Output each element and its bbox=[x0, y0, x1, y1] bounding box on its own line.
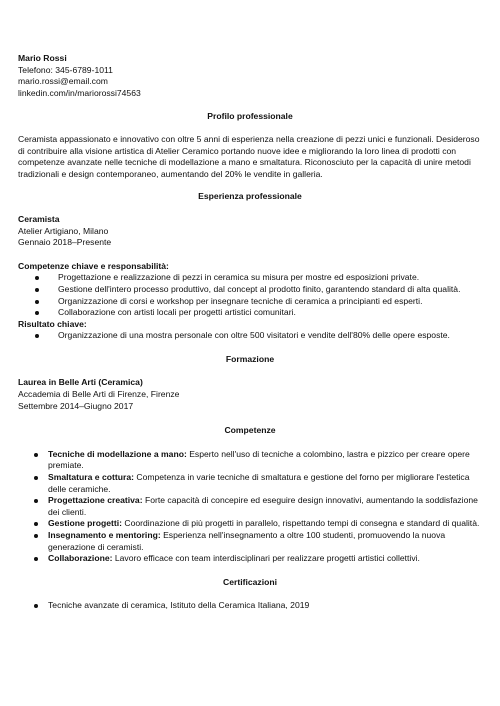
job-role: Ceramista bbox=[18, 213, 60, 224]
skills-list bbox=[18, 272, 482, 318]
phone-number: Telefono: 345-6789-1011 bbox=[18, 64, 113, 75]
list-item: Gestione dell'intero processo produttivo, dal concept al prodotto finito, garantendo standard di alta qualità. bbox=[18, 284, 482, 296]
list-item: Organizzazione di una mostra personale con oltre 500 visitatori e vendite dell'80% delle opere esposte. bbox=[18, 330, 482, 342]
competency-label: Insegnamento e mentoring: bbox=[48, 530, 161, 540]
competency-label: Collaborazione: bbox=[48, 553, 113, 564]
competency-label: Tecniche di modellazione a mano: bbox=[48, 448, 187, 459]
profile-title: Profilo professionale bbox=[207, 111, 293, 122]
list-item: Collaborazione con artisti locali per progetti artistici comunitari. bbox=[18, 307, 482, 319]
results-list bbox=[18, 330, 482, 342]
certifications-title: Certificazioni bbox=[223, 576, 277, 587]
competency-label: Gestione progetti: bbox=[48, 518, 123, 529]
job-dates: Gennaio 2018–Presente bbox=[18, 237, 112, 248]
experience-title: Esperienza professionale bbox=[198, 191, 302, 202]
competency-text: Lavoro efficace con team interdisciplinari per realizzare progetti artistici collettivi. bbox=[112, 553, 420, 564]
competency-text: Coordinazione di più progetti in parallelo, rispettando tempi di consegna e standard di qualità. bbox=[122, 518, 480, 529]
results-heading: Risultato chiave: bbox=[18, 318, 87, 329]
job-company: Atelier Artigiano, Milano bbox=[18, 225, 109, 236]
competency-text: Forte capacità di concepire ed eseguire design innovativi, aumentando la soddisfazione dei clienti. bbox=[48, 495, 478, 517]
competency-label: Progettazione creativa: bbox=[48, 495, 143, 506]
competency-item bbox=[18, 449, 482, 472]
competency-text: Competenza in varie tecniche di smaltatura e gestione del forno per migliorare l'estetica delle ceramiche. bbox=[48, 472, 470, 494]
degree: Laurea in Belle Arti (Ceramica) bbox=[18, 377, 143, 388]
competencies-title: Competenze bbox=[224, 425, 276, 436]
list-item: Organizzazione di corsi e workshop per insegnare tecniche di ceramica a principianti ed esperti. bbox=[18, 296, 482, 308]
list-item: Tecniche avanzate di ceramica, Istituto della Ceramica Italiana, 2019 bbox=[18, 600, 482, 612]
skills-heading: Competenze chiave e responsabilità: bbox=[18, 260, 169, 271]
education-dates: Settembre 2014–Giugno 2017 bbox=[18, 400, 134, 411]
contact-block bbox=[18, 53, 482, 99]
candidate-name: Mario Rossi bbox=[18, 53, 67, 63]
competency-item bbox=[18, 495, 482, 518]
competency-text: Esperto nell'uso di tecniche a colombino, lastra e pizzico per creare opere premiate. bbox=[48, 448, 470, 471]
education-title: Formazione bbox=[225, 353, 275, 364]
competency-item bbox=[18, 518, 482, 530]
linkedin-url: linkedin.com/in/mariorossi74563 bbox=[18, 87, 141, 98]
email-address: mario.rossi@email.com bbox=[18, 76, 108, 87]
competency-item bbox=[18, 530, 482, 553]
competencies-list bbox=[18, 449, 482, 565]
competency-item bbox=[18, 553, 482, 565]
competency-label: Smaltatura e cottura: bbox=[48, 472, 134, 483]
profile-text: Ceramista appassionato e innovativo con oltre 5 anni di esperienza nella creazione di pezzi unici e funzionali. Desideroso di contribuire alla visione artistica di Atelier Ceramico portando nuove idee e migliorando la loro linea di prodotti con competenze avanzate nelle tecniche di modellazione a mano e smaltatura. Riconosciuto per la capacità di unire metodi tradizionali e design contemporaneo, aumentando del 20% le vendite in galleria. bbox=[18, 133, 480, 179]
list-item: Progettazione e realizzazione di pezzi in ceramica su misura per mostre ed esposizioni private. bbox=[18, 272, 482, 284]
competency-text: Esperienza nell'insegnamento a oltre 100 studenti, promuovendo la nuova generazione di ceramisti. bbox=[48, 530, 446, 552]
school: Accademia di Belle Arti di Firenze, Firenze bbox=[18, 389, 180, 400]
certifications-list bbox=[18, 600, 482, 612]
competency-item bbox=[18, 472, 482, 495]
